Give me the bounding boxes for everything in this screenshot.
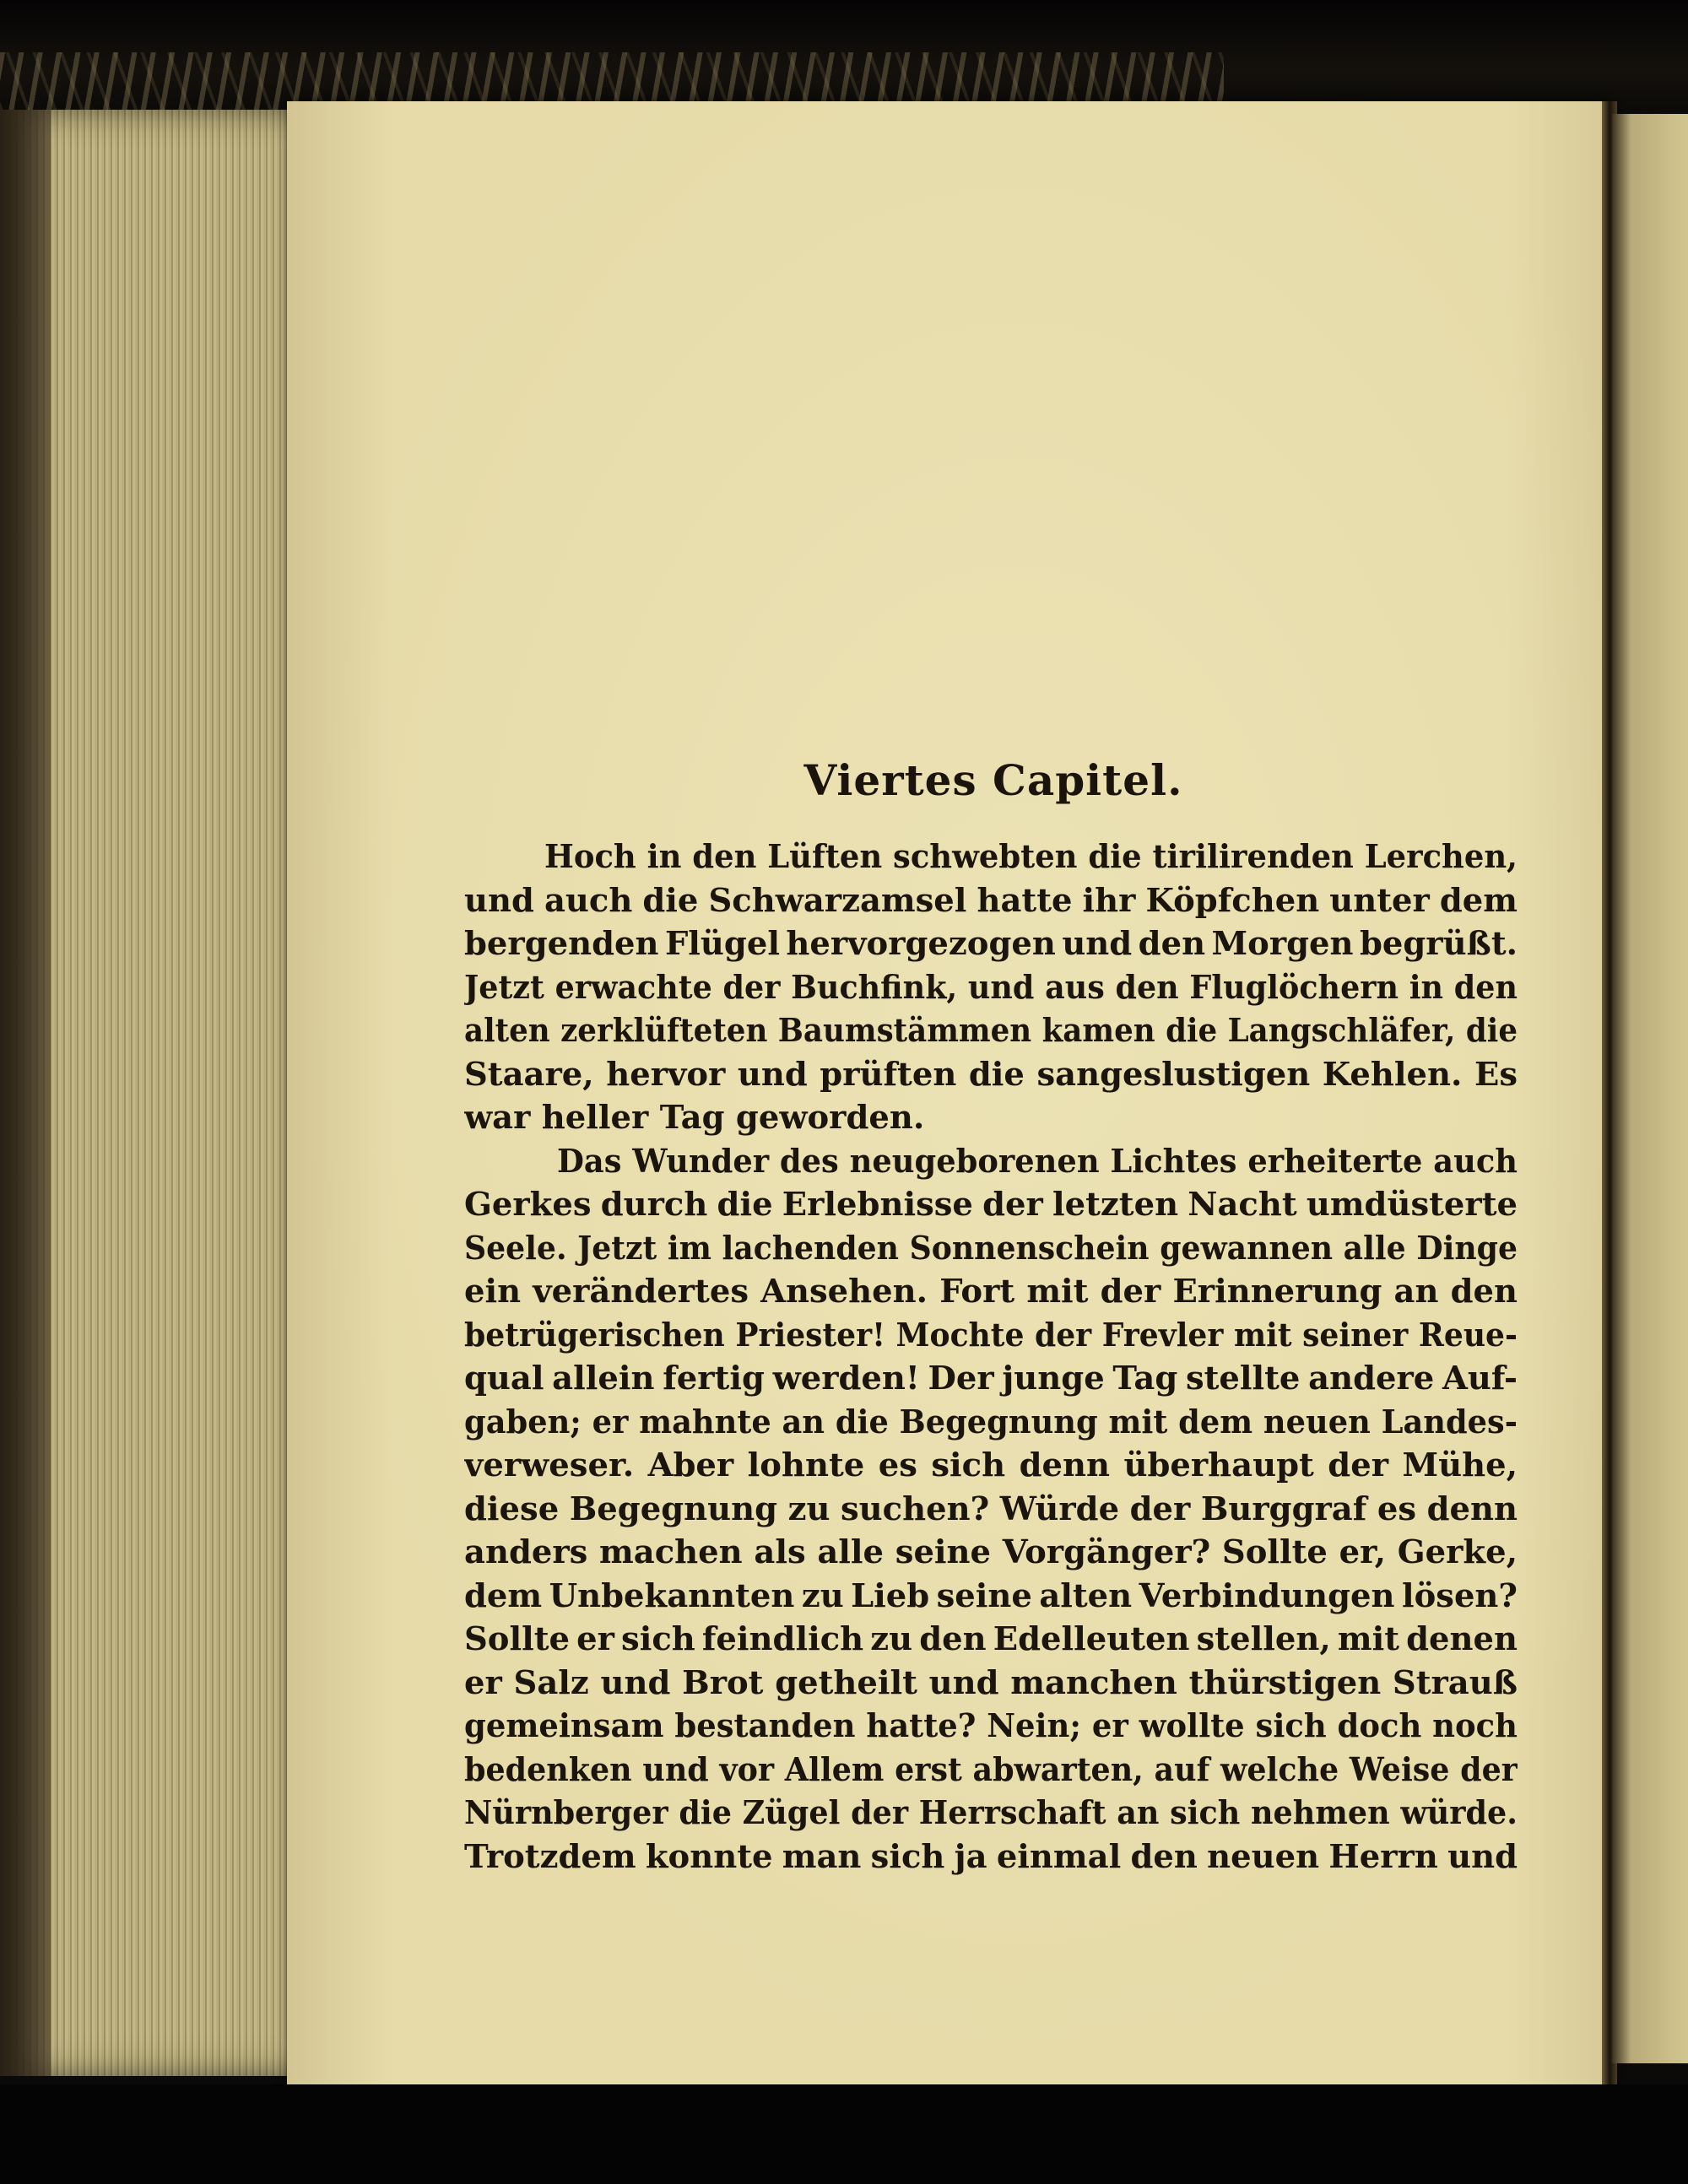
- text-line: Hoch in den Lüften schwebten die tirilirenden Lerchen,: [544, 838, 1518, 876]
- text-line: er Salz und Brot getheilt und manchen thürstigen Strauß: [464, 1663, 1518, 1702]
- text-line: [464, 1879, 1518, 1922]
- text-line: Das Wunder des neugeborenen Lichtes erheiterte auch: [557, 1142, 1518, 1181]
- text-line: anders machen als alle seine Vorgänger? Sollte er, Gerke,: [464, 1533, 1518, 1571]
- text-line: Staare, hervor und prüften die sangeslustigen Kehlen. Es: [464, 1055, 1518, 1094]
- text-line: ein verändertes Ansehen. Fort mit der Erinnerung an den: [464, 1273, 1518, 1311]
- text-line: alten zerklüfteten Baumstämmen kamen die Langschläfer, die: [464, 1012, 1518, 1050]
- text-line: [464, 1922, 1518, 1966]
- text-line: war heller Tag geworden.: [464, 1099, 925, 1137]
- facing-page-edge: [1612, 114, 1688, 2063]
- text-line: Trotzdem konnte man sich ja einmal den neuen Herrn und: [464, 1837, 1518, 1876]
- text-line: betrügerischen Priester! Mochte der Frevler mit seiner Reue-: [464, 1316, 1518, 1354]
- text-line: gemeinsam bestanden hatte? Nein; er wollte sich doch noch: [464, 1707, 1518, 1745]
- text-line: dem Unbekannten zu Lieb seine alten Verbindungen lösen?: [464, 1576, 1518, 1615]
- text-line: und auch die Schwarzamsel hatte ihr Köpfchen unter dem: [464, 881, 1518, 920]
- chapter-heading: Viertes Capitel.: [803, 755, 1183, 805]
- text-line: bergenden Flügel hervorgezogen und den Morgen begrüßt.: [464, 925, 1518, 963]
- text-line: gaben; er mahnte an die Begegnung mit dem neuen Landes-: [464, 1403, 1518, 1441]
- text-line: bedenken und vor Allem erst abwarten, auf welche Weise der: [464, 1750, 1518, 1789]
- text-line: Gerkes durch die Erlebnisse der letzten Nacht umdüsterte: [464, 1186, 1518, 1224]
- text-line: diese Begegnung zu suchen? Würde der Burggraf es denn: [464, 1489, 1518, 1528]
- body-text: [464, 835, 1518, 1965]
- text-line: Sollte er sich feindlich zu den Edelleuten stellen, mit denen: [464, 1620, 1518, 1658]
- page-edge-shadow: [0, 110, 51, 2076]
- text-line: Jetzt erwachte der Buchfink, und aus den Fluglöchern in den: [464, 968, 1518, 1007]
- text-line: Nürnberger die Zügel der Herrschaft an sich nehmen würde.: [464, 1794, 1518, 1832]
- text-line: Seele. Jetzt im lachenden Sonnenschein gewannen alle Dinge: [464, 1229, 1518, 1268]
- text-line: verweser. Aber lohnte es sich denn überhaupt der Mühe,: [464, 1446, 1518, 1484]
- background-bottom: [0, 2084, 1688, 2184]
- reverse-side-show-through: [473, 211, 1528, 426]
- text-line: qual allein fertig werden! Der junge Tag stellte andere Auf-: [464, 1360, 1518, 1397]
